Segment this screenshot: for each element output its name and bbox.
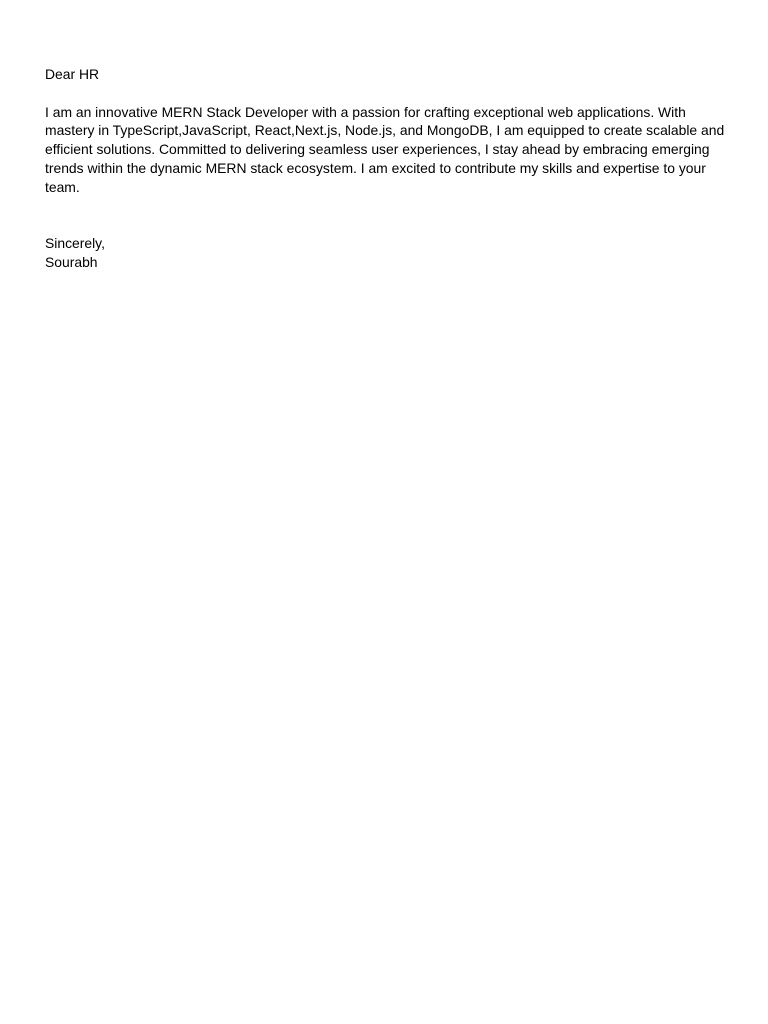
closing: Sincerely, [45, 235, 105, 252]
letter-body: I am an innovative MERN Stack Developer with a passion for crafting exceptional web applications. With mastery in TypeScript,JavaScript, React,Next.js, Node.js, and MongoDB, I am equipped to create scalable and efficient solutions. Committed to delivering seamless user experiences, I stay ahead by embracing emerging trends within the dynamic MERN stack ecosystem. I am excited to contribute my skills and expertise to your team. [45, 103, 725, 195]
signature-name: Sourabh [45, 253, 98, 270]
cover-letter [45, 65, 730, 272]
salutation: Dear HR [45, 66, 100, 82]
